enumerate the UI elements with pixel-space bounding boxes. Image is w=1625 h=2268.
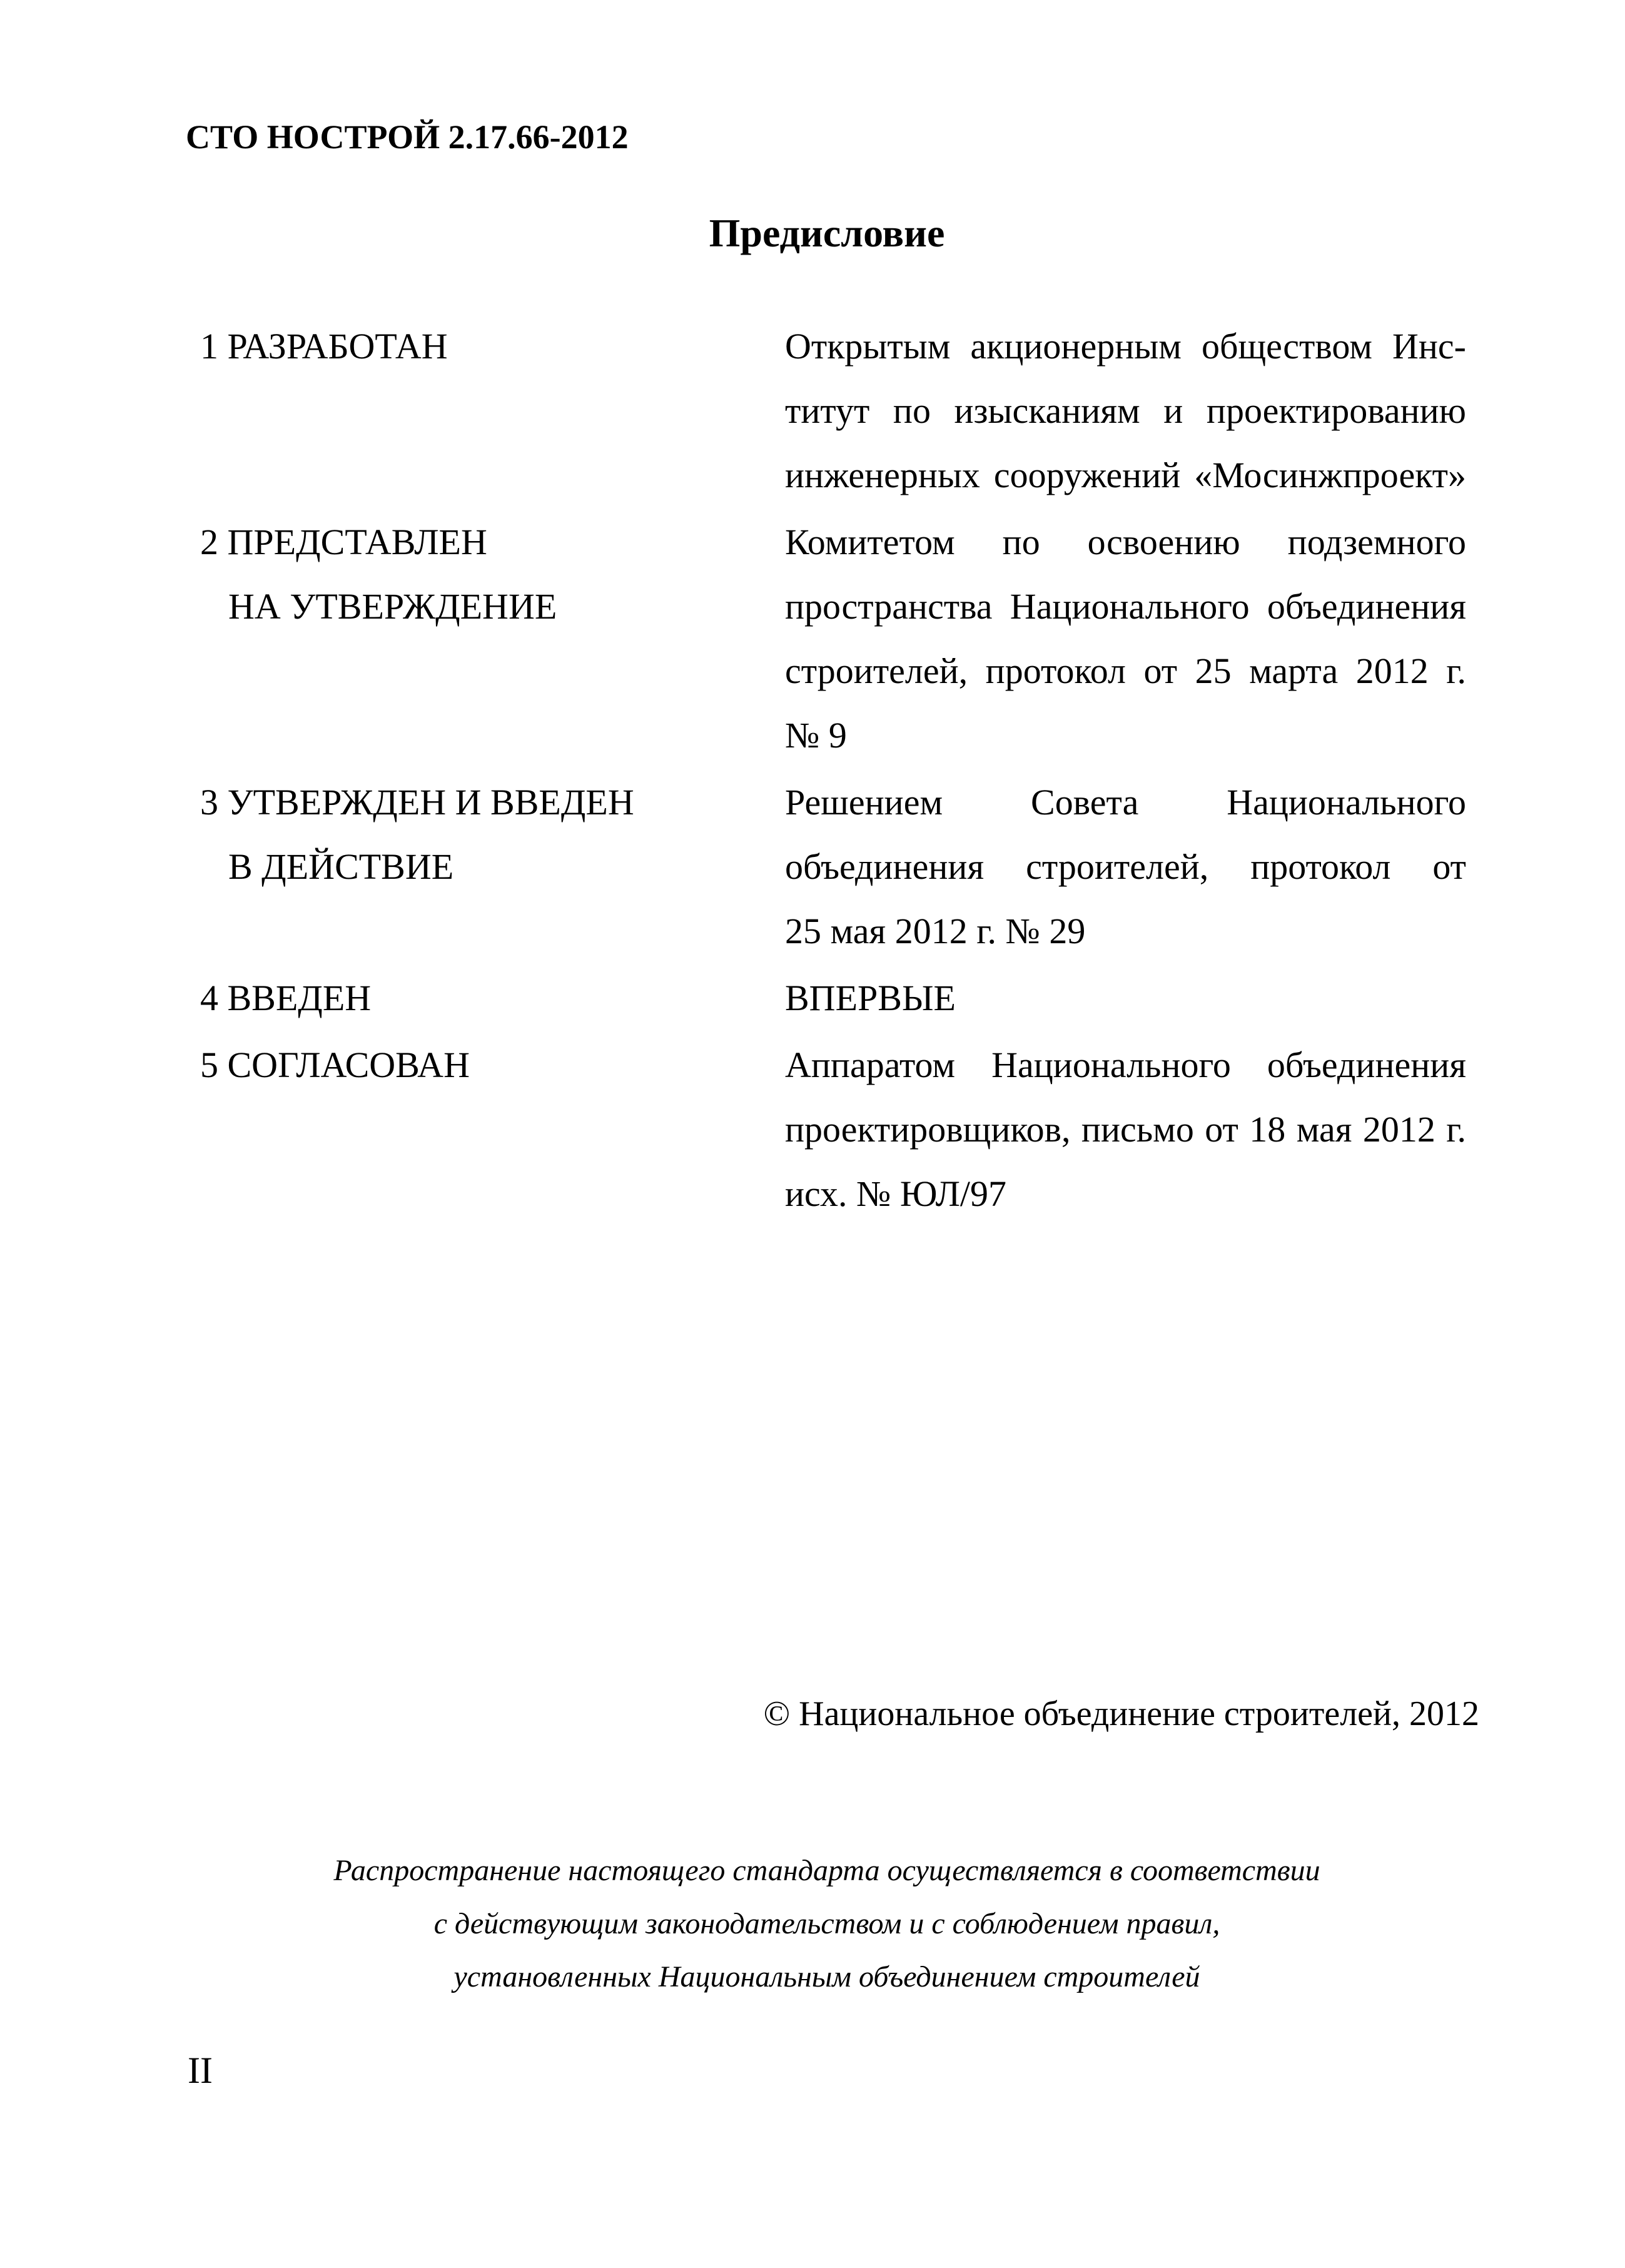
- label-line: 2 ПРЕДСТАВЛЕН: [200, 522, 487, 562]
- value-line: Комитетом по освоению подземного: [785, 522, 1466, 562]
- foreword-row-value: [785, 314, 1466, 507]
- distribution-note-line: Распространение настоящего стандарта осуществляется в соответствии: [333, 1854, 1320, 1887]
- label-line: 1 РАЗРАБОТАН: [200, 326, 448, 367]
- label-line: В ДЕЙСТВИЕ: [228, 846, 454, 887]
- foreword-row-developed: [188, 314, 1466, 507]
- foreword-row-label: [188, 510, 785, 639]
- distribution-note-line: установленных Национальным объединением строителей: [453, 1960, 1200, 1993]
- foreword-row-label: [188, 770, 785, 899]
- value-line: Решением Совета Национального: [785, 782, 1466, 823]
- foreword-row-approved: [188, 770, 1466, 963]
- value-line: № 9: [785, 715, 847, 756]
- label-line: НА УТВЕРЖДЕНИЕ: [228, 586, 557, 627]
- label-line: 3 УТВЕРЖДЕН И ВВЕДЕН: [200, 782, 634, 823]
- foreword-row-submitted: [188, 510, 1466, 767]
- foreword-row-label: [188, 1033, 785, 1097]
- value-line: ВПЕРВЫЕ: [785, 978, 956, 1018]
- document-code: СТО НОСТРОЙ 2.17.66-2012: [186, 118, 629, 156]
- value-line: объединения строителей, протокол от: [785, 846, 1466, 887]
- page-title: Предисловие: [709, 211, 945, 255]
- value-line: Открытым акционерным обществом Инс-: [785, 326, 1466, 367]
- foreword-row-value: [785, 966, 1466, 1030]
- foreword-row-value: [785, 1033, 1466, 1226]
- value-line: титут по изысканиям и проектированию: [785, 390, 1466, 431]
- value-line: строителей, протокол от 25 марта 2012 г.: [785, 651, 1466, 691]
- foreword-row-introduced: [188, 966, 1466, 1030]
- foreword-table: [188, 314, 1466, 1228]
- value-line: 25 мая 2012 г. № 29: [785, 911, 1086, 951]
- foreword-row-agreed: [188, 1033, 1466, 1226]
- foreword-row-value: [785, 510, 1466, 767]
- value-line: Аппаратом Национального объединения: [785, 1045, 1466, 1085]
- label-line: 5 СОГЛАСОВАН: [200, 1045, 470, 1085]
- distribution-note: [188, 1844, 1466, 2003]
- value-line: инженерных сооружений «Мосинжпроект»: [785, 455, 1466, 495]
- copyright-notice: © Национальное объединение строителей, 2012: [763, 1694, 1479, 1733]
- distribution-note-line: с действующим законодательством и с соблюдением правил,: [433, 1907, 1220, 1940]
- value-line: исх. № ЮЛ/97: [785, 1173, 1007, 1214]
- value-line: проектировщиков, письмо от 18 мая 2012 г.: [785, 1109, 1466, 1150]
- value-line: пространства Национального объединения: [785, 586, 1466, 627]
- label-line: 4 ВВЕДЕН: [200, 978, 372, 1018]
- foreword-row-value: [785, 770, 1466, 963]
- page-number: II: [188, 2050, 213, 2091]
- foreword-row-label: [188, 966, 785, 1030]
- foreword-row-label: [188, 314, 785, 378]
